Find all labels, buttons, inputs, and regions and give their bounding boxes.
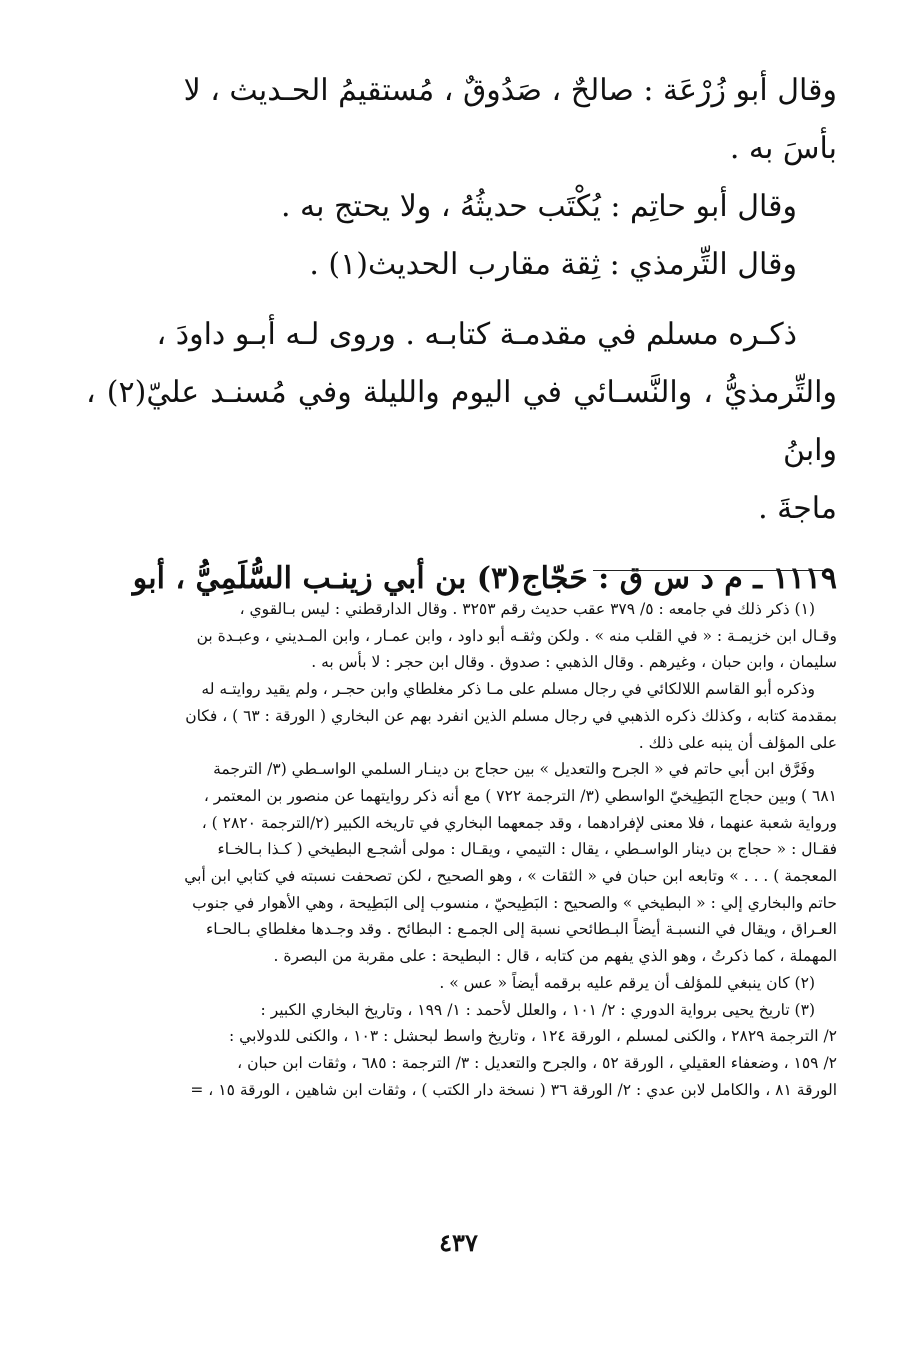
footnote-line: ٢/ ١٥٩ ، وضعفاء العقيلي ، الورقة ٥٢ ، والجرح والتعديل : ٣/ الترجمة : ٦٨٥ ، وثقات ابن حبان ، (237, 1053, 837, 1072)
paragraph-gap (86, 538, 837, 550)
footnote-separator (593, 570, 823, 571)
footnote-line: وقـال ابن خزيمـة : « في القلب منه » . ولكن وثقـه أبو داود ، وابن عمـار ، وابن المـديني ، وعبـدة بن (196, 626, 837, 645)
main-line-7: ماجةَ . (758, 491, 837, 526)
footnote-line: العـراق ، ويقال في النسبـة أيضاً البـطائحي نسبة إلى الجمـع : البطائح . وقد وجـدها مغلطاي بـالحـاء (206, 920, 837, 939)
footnote-line: فقـال : « حجاج بن دينار الواسـطي ، يقال : التيمي ، ويقـال : مولى أشجـع البطيخي ( كـذا بـالخـاء (217, 840, 837, 859)
footnote-line: سليمان ، وابن حبان ، وغيرهم . وقال الذهبي : صدوق . وقال ابن حجر : لا بأس به . (311, 653, 837, 672)
page-number: ٤٣٧ (439, 1228, 478, 1257)
main-line-3: وقال أبو حاتِم : يُكْتَب حديثُهُ ، ولا يحتج به . (280, 189, 797, 224)
footnote-line: حاتم والبخاري إلي : « البطيخي » والصحيح : البَطِيحيّ ، منسوب إلى البَطِيحة ، وهي الأهوار في جنوب (192, 893, 837, 912)
paragraph-gap (86, 294, 837, 306)
footnotes (82, 596, 837, 1103)
footnote-line: المعجمة ) . . . » وتابعه ابن حبان في « الثقات » ، وهو الصحيح ، لكن تصحفت نسبته في كتابي ابن أبي (184, 867, 837, 886)
footnote-line: الورقة ٨١ ، والكامل لابن عدي : ٢/ الورقة ٣٦ ( نسخة دار الكتب ) ، وثقات ابن شاهين ، الورقة ١٥ ، = (190, 1080, 837, 1099)
main-line-2: بأسَ به . (729, 131, 837, 166)
footnote-line: وذكره أبو القاسم اللالكائي في رجال مسلم على مـا ذكر مغلطاي وابن حجـر ، ولم يقيد روايتـه له (201, 680, 815, 699)
main-line-6: والتِّرمذيُّ ، والنَّسـائي في اليوم والليلة وفي مُسنـد عليّ(٢) ، وابنُ (86, 375, 837, 468)
footnote-line: ٢/ الترجمة ٢٨٢٩ ، والكنى لمسلم ، الورقة ١٢٤ ، وتاريخ واسط لبحشل : ١٠٣ ، والكنى للدولابي : (229, 1027, 837, 1046)
footnote-line: وفَرَّق ابن أبي حاتم في « الجرح والتعديل » بين حجاج بن دينـار السلمي الواسـطي (٣/ الترجمة (213, 760, 815, 779)
footnote-line: على المؤلف أن ينبه على ذلك . (638, 733, 837, 752)
footnote-line: (٢) كان ينبغي للمؤلف أن يرقم عليه برقمه أيضاً « عس » . (439, 973, 815, 992)
main-text (86, 62, 837, 608)
footnote-line: ٦٨١ ) وبين حجاج البَطِيخيّ الواسطي (٣/ الترجمة ٧٢٢ ) مع أنه ذكر روايتهما عن منصور بن المعتمر ، (203, 786, 837, 805)
footnote-line: بمقدمة كتابه ، وكذلك ذكره الذهبي في رجال مسلم الذين انفرد بهم عن البخاري ( الورقة : ٦٣ ) ، فكان (185, 706, 837, 725)
entry-heading-line: ١١١٩ ـ م د س ق : حَجّاج(٣) بن أبي زينـب السُّلَمِيُّ ، أبو (132, 561, 837, 596)
main-line-1: وقال أبو زُرْعَة : صالحٌ ، صَدُوقٌ ، مُستقيمُ الحـديث ، لا (183, 73, 837, 108)
footnote-line: (٣) تاريخ يحيى برواية الدوري : ٢/ ١٠١ ، والعلل لأحمد : ١/ ١٩٩ ، وتاريخ البخاري الكبير : (260, 1000, 815, 1019)
main-line-5: ذكـره مسلم في مقدمـة كتابـه . وروى لـه أبـو داودَ ، (156, 317, 797, 352)
footnote-line: (١) ذكر ذلك في جامعه : ٥/ ٣٧٩ عقب حديث رقم ٣٢٥٣ . وقال الدارقطني : ليس بـالقوي ، (239, 600, 815, 618)
main-line-4: وقال التِّرمذي : ثِقة مقارب الحديث(١) . (309, 247, 797, 282)
footnote-line: ورواية شعبة عنهما ، فلا معنى لإفرادهما ، وقد جمعهما البخاري في تاريخه الكبير (٢/الترجمة ٢٨٢٠ ) ، (201, 813, 837, 832)
footnote-line: المهملة ، كما ذكرتُ ، وهو الذي يفهم من كتابه ، قال : البطيحة : على مقربة من البصرة . (273, 947, 837, 966)
